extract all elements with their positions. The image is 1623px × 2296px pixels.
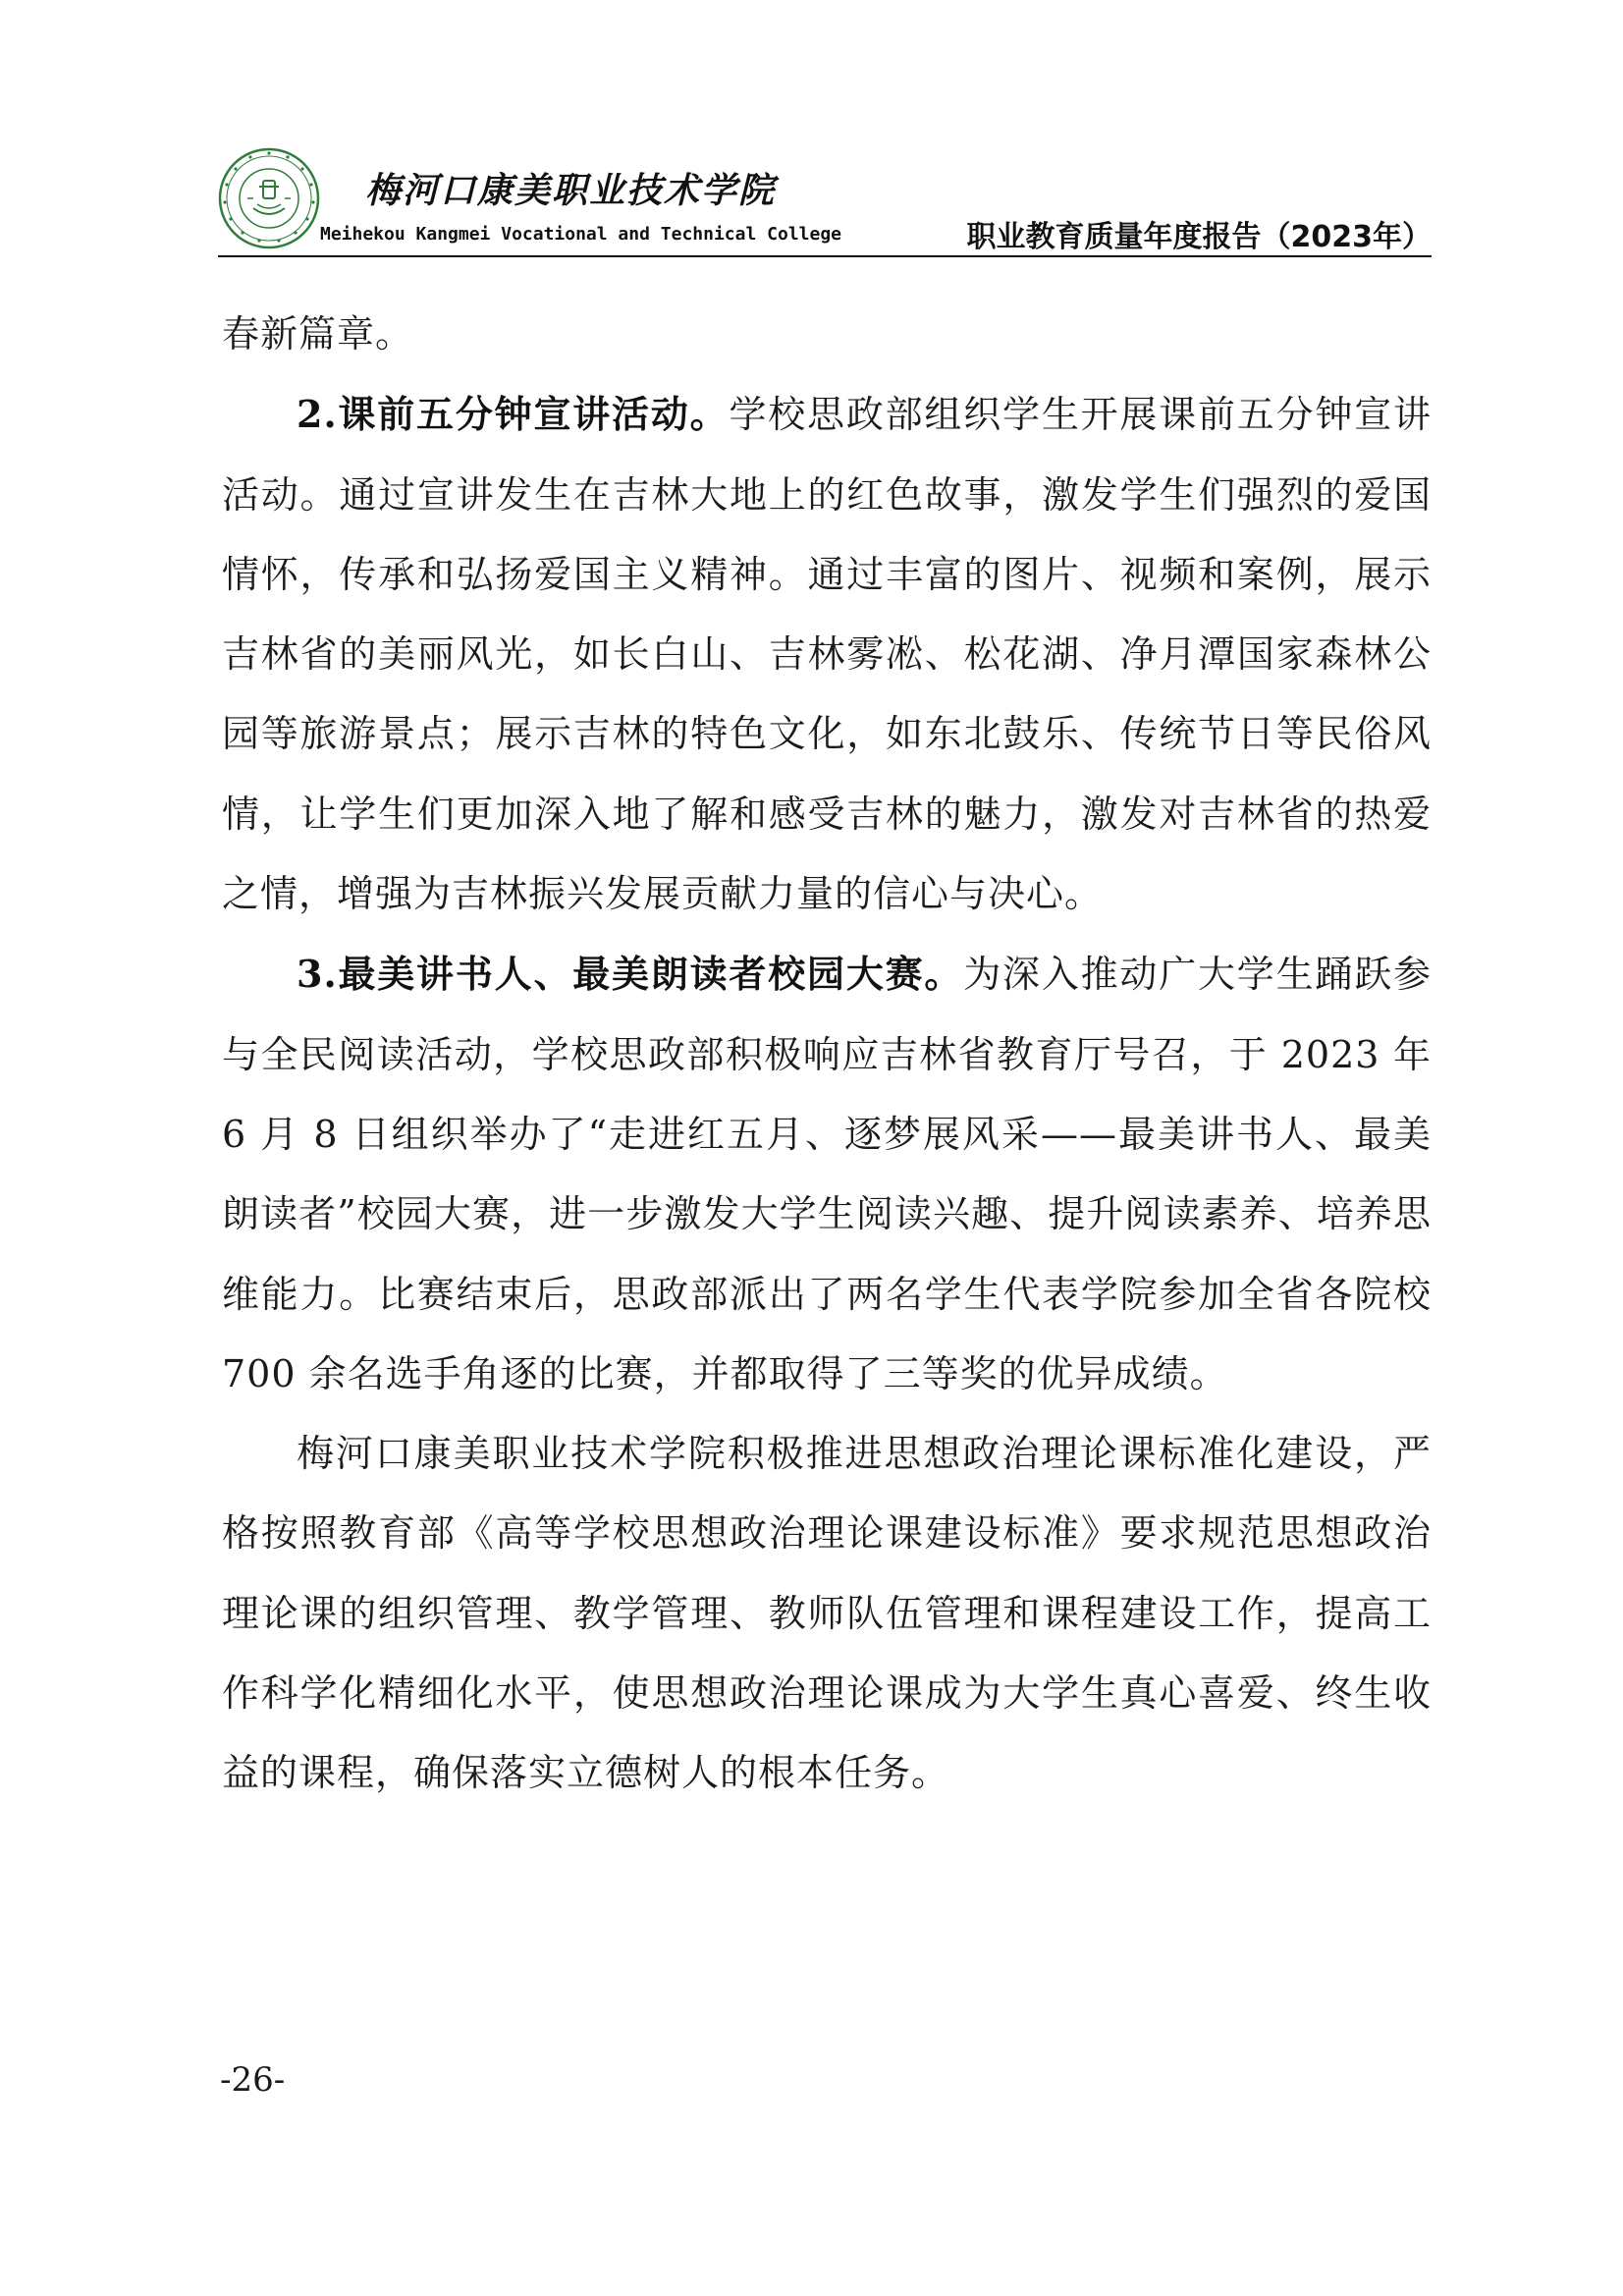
paragraph-speech-activity [222, 374, 1432, 934]
school-name-english: Meihekou Kangmei Vocational and Technical College [320, 224, 842, 245]
section-heading-speech-activity: 2.课前五分钟宣讲活动。 [297, 392, 730, 437]
school-name-chinese: 梅河口康美职业技术学院 [365, 170, 777, 211]
paragraph-speech-activity-text: 学校思政部组织学生开展课前五分钟宣讲活动。通过宣讲发生在吉林大地上的红色故事，激发学生们强烈的爱国情怀，传承和弘扬爱国主义精神。通过丰富的图片、视频和案例，展示吉林省的美丽风光，如长白山、吉林雾凇、松花湖、净月潭国家森林公园等旅游景点；展示吉林的特色文化，如东北鼓乐、传统节日等民俗风情，让学生们更加深入地了解和感受吉林的魅力，激发对吉林省的热爱之情，增强为吉林振兴发展贡献力量的信心与决心。 [222, 393, 1432, 916]
college-logo-icon [218, 147, 320, 249]
paragraph-continued: 春新篇章。 [222, 312, 414, 355]
page-number: -26- [220, 2060, 286, 2100]
report-title: 职业教育质量年度报告（2023年） [966, 220, 1432, 254]
paragraph-curriculum-standardization: 梅河口康美职业技术学院积极推进思想政治理论课标准化建设，严格按照教育部《高等学校思想政治理论课建设标准》要求规范思想政治理论课的组织管理、教学管理、教师队伍管理和课程建设工作，提高工作科学化精细化水平，使思想政治理论课成为大学生真心喜爱、终生收益的课程，确保落实立德树人的根本任务。 [222, 1432, 1432, 1795]
paragraph-reading-contest-text: 为深入推动广大学生踊跃参与全民阅读活动，学校思政部积极响应吉林省教育厅号召，于 2023 年 6 月 8 日组织举办了“走进红五月、逐梦展风采——最美讲书人、最美朗读者”校园大赛，进一步激发大学生阅读兴趣、提升阅读素养、培养思维能力。比赛结束后，思政部派出了两名学生代表学院参加全省各院校 700 余名选手角逐的比赛，并都取得了三等奖的优异成绩。 [222, 953, 1432, 1395]
section-heading-reading-contest: 3.最美讲书人、最美朗读者校园大赛。 [297, 952, 964, 997]
header-divider [218, 255, 1432, 257]
paragraph-reading-contest [222, 934, 1432, 1414]
document-body [222, 295, 1432, 1814]
page-header [218, 137, 1432, 257]
